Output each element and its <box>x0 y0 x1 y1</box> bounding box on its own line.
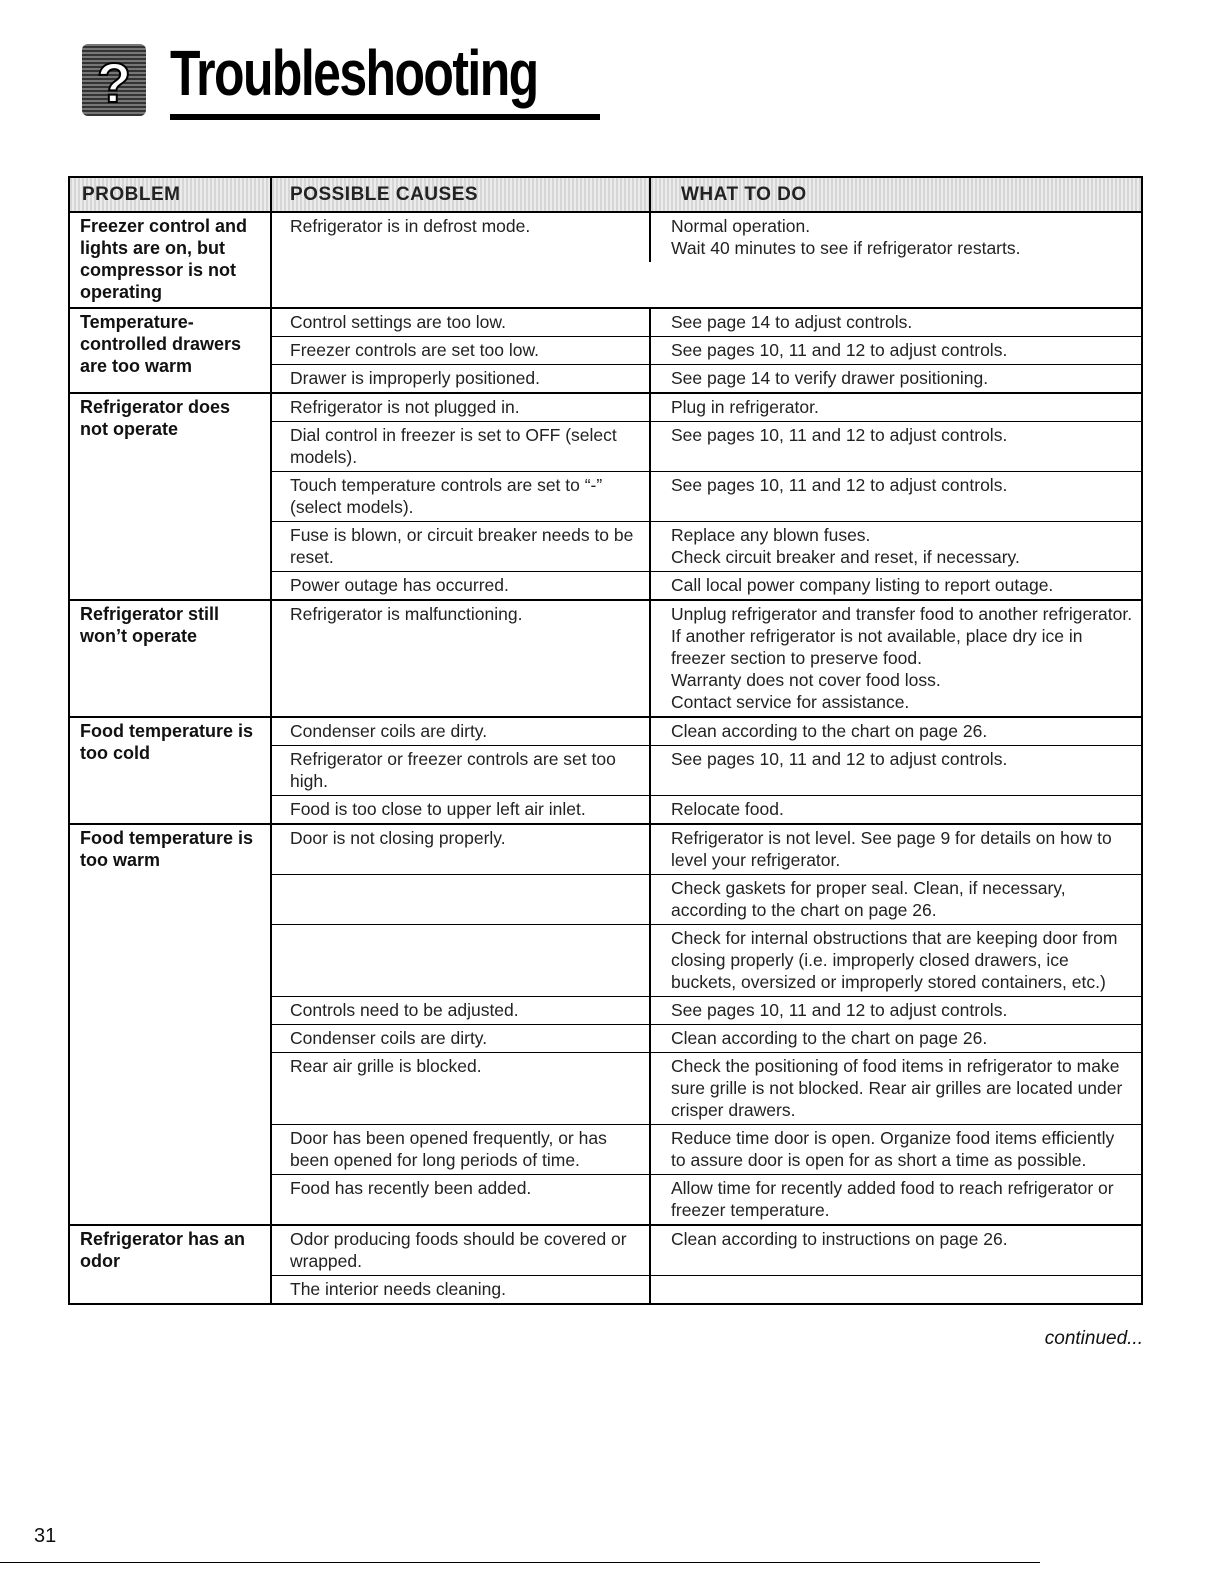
what-to-do-line: Wait 40 minutes to see if refrigerator restarts. <box>671 238 1021 258</box>
column-header-problem: PROBLEM <box>70 178 272 211</box>
what-to-do-line: Clean according to instructions on page 26. <box>671 1229 1008 1249</box>
problem-group <box>70 718 1141 825</box>
what-to-do <box>651 718 1141 745</box>
table-row <box>272 1052 1141 1124</box>
what-to-do-line: Check gaskets for proper seal. Clean, if necessary, according to the chart on page 26. <box>671 878 1066 920</box>
what-to-do-line: Call local power company listing to report outage. <box>671 575 1054 595</box>
possible-cause: Dial control in freezer is set to OFF (select models). <box>272 422 651 471</box>
problem-group <box>70 213 1141 309</box>
table-row <box>272 718 1141 745</box>
what-to-do-line: Reduce time door is open. Organize food items efficiently to assure door is open for as short a time as possible. <box>671 1128 1115 1170</box>
table-row <box>272 394 1141 421</box>
what-to-do-line: Clean according to the chart on page 26. <box>671 721 988 741</box>
possible-cause: Condenser coils are dirty. <box>272 718 651 745</box>
what-to-do-line: Warranty does not cover food loss. <box>671 670 941 690</box>
what-to-do-line: See page 14 to verify drawer positioning. <box>671 368 989 388</box>
table-header <box>70 178 1141 213</box>
problem-label: Refrigerator does not operate <box>70 394 272 599</box>
what-to-do <box>651 309 1141 336</box>
possible-cause: Refrigerator is not plugged in. <box>272 394 651 421</box>
table-row <box>272 1174 1141 1224</box>
table-row <box>272 745 1141 795</box>
problem-group <box>70 601 1141 718</box>
what-to-do <box>651 1276 1141 1303</box>
possible-cause: Power outage has occurred. <box>272 572 651 599</box>
what-to-do-line: Relocate food. <box>671 799 784 819</box>
table-row <box>272 1024 1141 1052</box>
table-row <box>272 521 1141 571</box>
possible-cause: Touch temperature controls are set to “-” (select models). <box>272 472 651 521</box>
possible-cause: Controls need to be adjusted. <box>272 997 651 1024</box>
possible-cause: Door is not closing properly. <box>272 825 651 874</box>
possible-cause: Refrigerator is malfunctioning. <box>272 601 651 716</box>
continued-note: continued... <box>1044 1328 1143 1349</box>
problem-label: Food temperature is too warm <box>70 825 272 1224</box>
possible-cause: Food has recently been added. <box>272 1175 651 1224</box>
what-to-do-line: Contact service for assistance. <box>671 692 910 712</box>
possible-cause: Drawer is improperly positioned. <box>272 365 651 392</box>
problem-group <box>70 309 1141 394</box>
possible-cause: Condenser coils are dirty. <box>272 1025 651 1052</box>
cause-rows <box>272 601 1141 716</box>
what-to-do <box>651 601 1141 716</box>
table-row <box>272 309 1141 336</box>
problem-label: Refrigerator still won’t operate <box>70 601 272 716</box>
page-title: Troubleshooting <box>170 37 538 109</box>
what-to-do <box>651 213 1141 262</box>
table-row <box>272 471 1141 521</box>
possible-cause: Food is too close to upper left air inlet. <box>272 796 651 823</box>
possible-cause: Control settings are too low. <box>272 309 651 336</box>
possible-cause: Refrigerator or freezer controls are set too high. <box>272 746 651 795</box>
table-row <box>272 874 1141 924</box>
table-row <box>272 1275 1141 1303</box>
what-to-do-line: Replace any blown fuses. <box>671 525 871 545</box>
problem-label: Temperature-controlled drawers are too warm <box>70 309 272 392</box>
table-row <box>272 924 1141 996</box>
table-row <box>272 825 1141 874</box>
what-to-do-line: Allow time for recently added food to reach refrigerator or freezer temperature. <box>671 1178 1114 1220</box>
what-to-do <box>651 522 1141 571</box>
possible-cause: Freezer controls are set too low. <box>272 337 651 364</box>
column-header-possible-causes: POSSIBLE CAUSES <box>272 178 651 211</box>
page-number: 31 <box>34 1525 57 1547</box>
table-row <box>272 1124 1141 1174</box>
what-to-do-line: Plug in refrigerator. <box>671 397 819 417</box>
what-to-do-line: See pages 10, 11 and 12 to adjust controls. <box>671 425 1008 445</box>
table-row <box>272 996 1141 1024</box>
possible-cause: Odor producing foods should be covered or wrapped. <box>272 1226 651 1275</box>
troubleshooting-table <box>68 176 1143 1305</box>
what-to-do-line: Clean according to the chart on page 26. <box>671 1028 988 1048</box>
problem-label: Freezer control and lights are on, but compressor is not operating <box>70 213 272 307</box>
cause-rows <box>272 825 1141 1224</box>
what-to-do-line: Check for internal obstructions that are keeping door from closing properly (i.e. improperly closed drawers, ice buckets, oversized or improperly stored containers, etc.) <box>671 928 1118 992</box>
cause-rows <box>272 309 1141 392</box>
title-underline <box>170 114 600 120</box>
table-row <box>272 571 1141 599</box>
what-to-do-line: Check circuit breaker and reset, if necessary. <box>671 547 1020 567</box>
what-to-do <box>651 1175 1141 1224</box>
what-to-do-line: See page 14 to adjust controls. <box>671 312 913 332</box>
table-row <box>272 795 1141 823</box>
problem-label: Food temperature is too cold <box>70 718 272 823</box>
what-to-do <box>651 394 1141 421</box>
question-mark-icon: ? <box>82 44 146 116</box>
what-to-do <box>651 472 1141 521</box>
problem-group <box>70 1226 1141 1303</box>
what-to-do <box>651 997 1141 1024</box>
footer-rule <box>0 1562 1040 1563</box>
what-to-do <box>651 337 1141 364</box>
what-to-do-line: Refrigerator is not level. See page 9 for details on how to level your refrigerator. <box>671 828 1112 870</box>
what-to-do-line: See pages 10, 11 and 12 to adjust controls. <box>671 340 1008 360</box>
problem-label: Refrigerator has an odor <box>70 1226 272 1303</box>
what-to-do <box>651 365 1141 392</box>
what-to-do <box>651 1025 1141 1052</box>
possible-cause <box>272 925 651 996</box>
possible-cause <box>272 875 651 924</box>
table-row <box>272 336 1141 364</box>
what-to-do-line: Normal operation. <box>671 216 811 236</box>
problem-group <box>70 394 1141 601</box>
what-to-do <box>651 796 1141 823</box>
what-to-do-line: See pages 10, 11 and 12 to adjust controls. <box>671 475 1008 495</box>
what-to-do-line: Check the positioning of food items in refrigerator to make sure grille is not blocked. Rear air grilles are located under crisper drawers. <box>671 1056 1123 1120</box>
page-header <box>82 36 542 126</box>
table-row <box>272 364 1141 392</box>
what-to-do <box>651 825 1141 874</box>
cause-rows <box>272 213 1141 307</box>
what-to-do <box>651 572 1141 599</box>
what-to-do <box>651 422 1141 471</box>
what-to-do <box>651 1053 1141 1124</box>
problem-group <box>70 825 1141 1226</box>
possible-cause: Refrigerator is in defrost mode. <box>272 213 651 262</box>
cause-rows <box>272 718 1141 823</box>
what-to-do <box>651 746 1141 795</box>
what-to-do-line: See pages 10, 11 and 12 to adjust controls. <box>671 1000 1008 1020</box>
what-to-do <box>651 1125 1141 1174</box>
possible-cause: Rear air grille is blocked. <box>272 1053 651 1124</box>
what-to-do-line: Unplug refrigerator and transfer food to another refrigerator. If another refrigerator is not available, place dry ice in freezer section to preserve food. <box>671 604 1133 668</box>
what-to-do-line: See pages 10, 11 and 12 to adjust controls. <box>671 749 1008 769</box>
cause-rows <box>272 1226 1141 1303</box>
possible-cause: Fuse is blown, or circuit breaker needs to be reset. <box>272 522 651 571</box>
table-row <box>272 601 1141 716</box>
column-header-what-to-do: WHAT TO DO <box>651 178 1141 211</box>
table-row <box>272 421 1141 471</box>
what-to-do <box>651 875 1141 924</box>
table-row <box>272 213 1141 262</box>
table-row <box>272 1226 1141 1275</box>
possible-cause: The interior needs cleaning. <box>272 1276 651 1303</box>
cause-rows <box>272 394 1141 599</box>
what-to-do <box>651 925 1141 996</box>
what-to-do <box>651 1226 1141 1275</box>
possible-cause: Door has been opened frequently, or has been opened for long periods of time. <box>272 1125 651 1174</box>
